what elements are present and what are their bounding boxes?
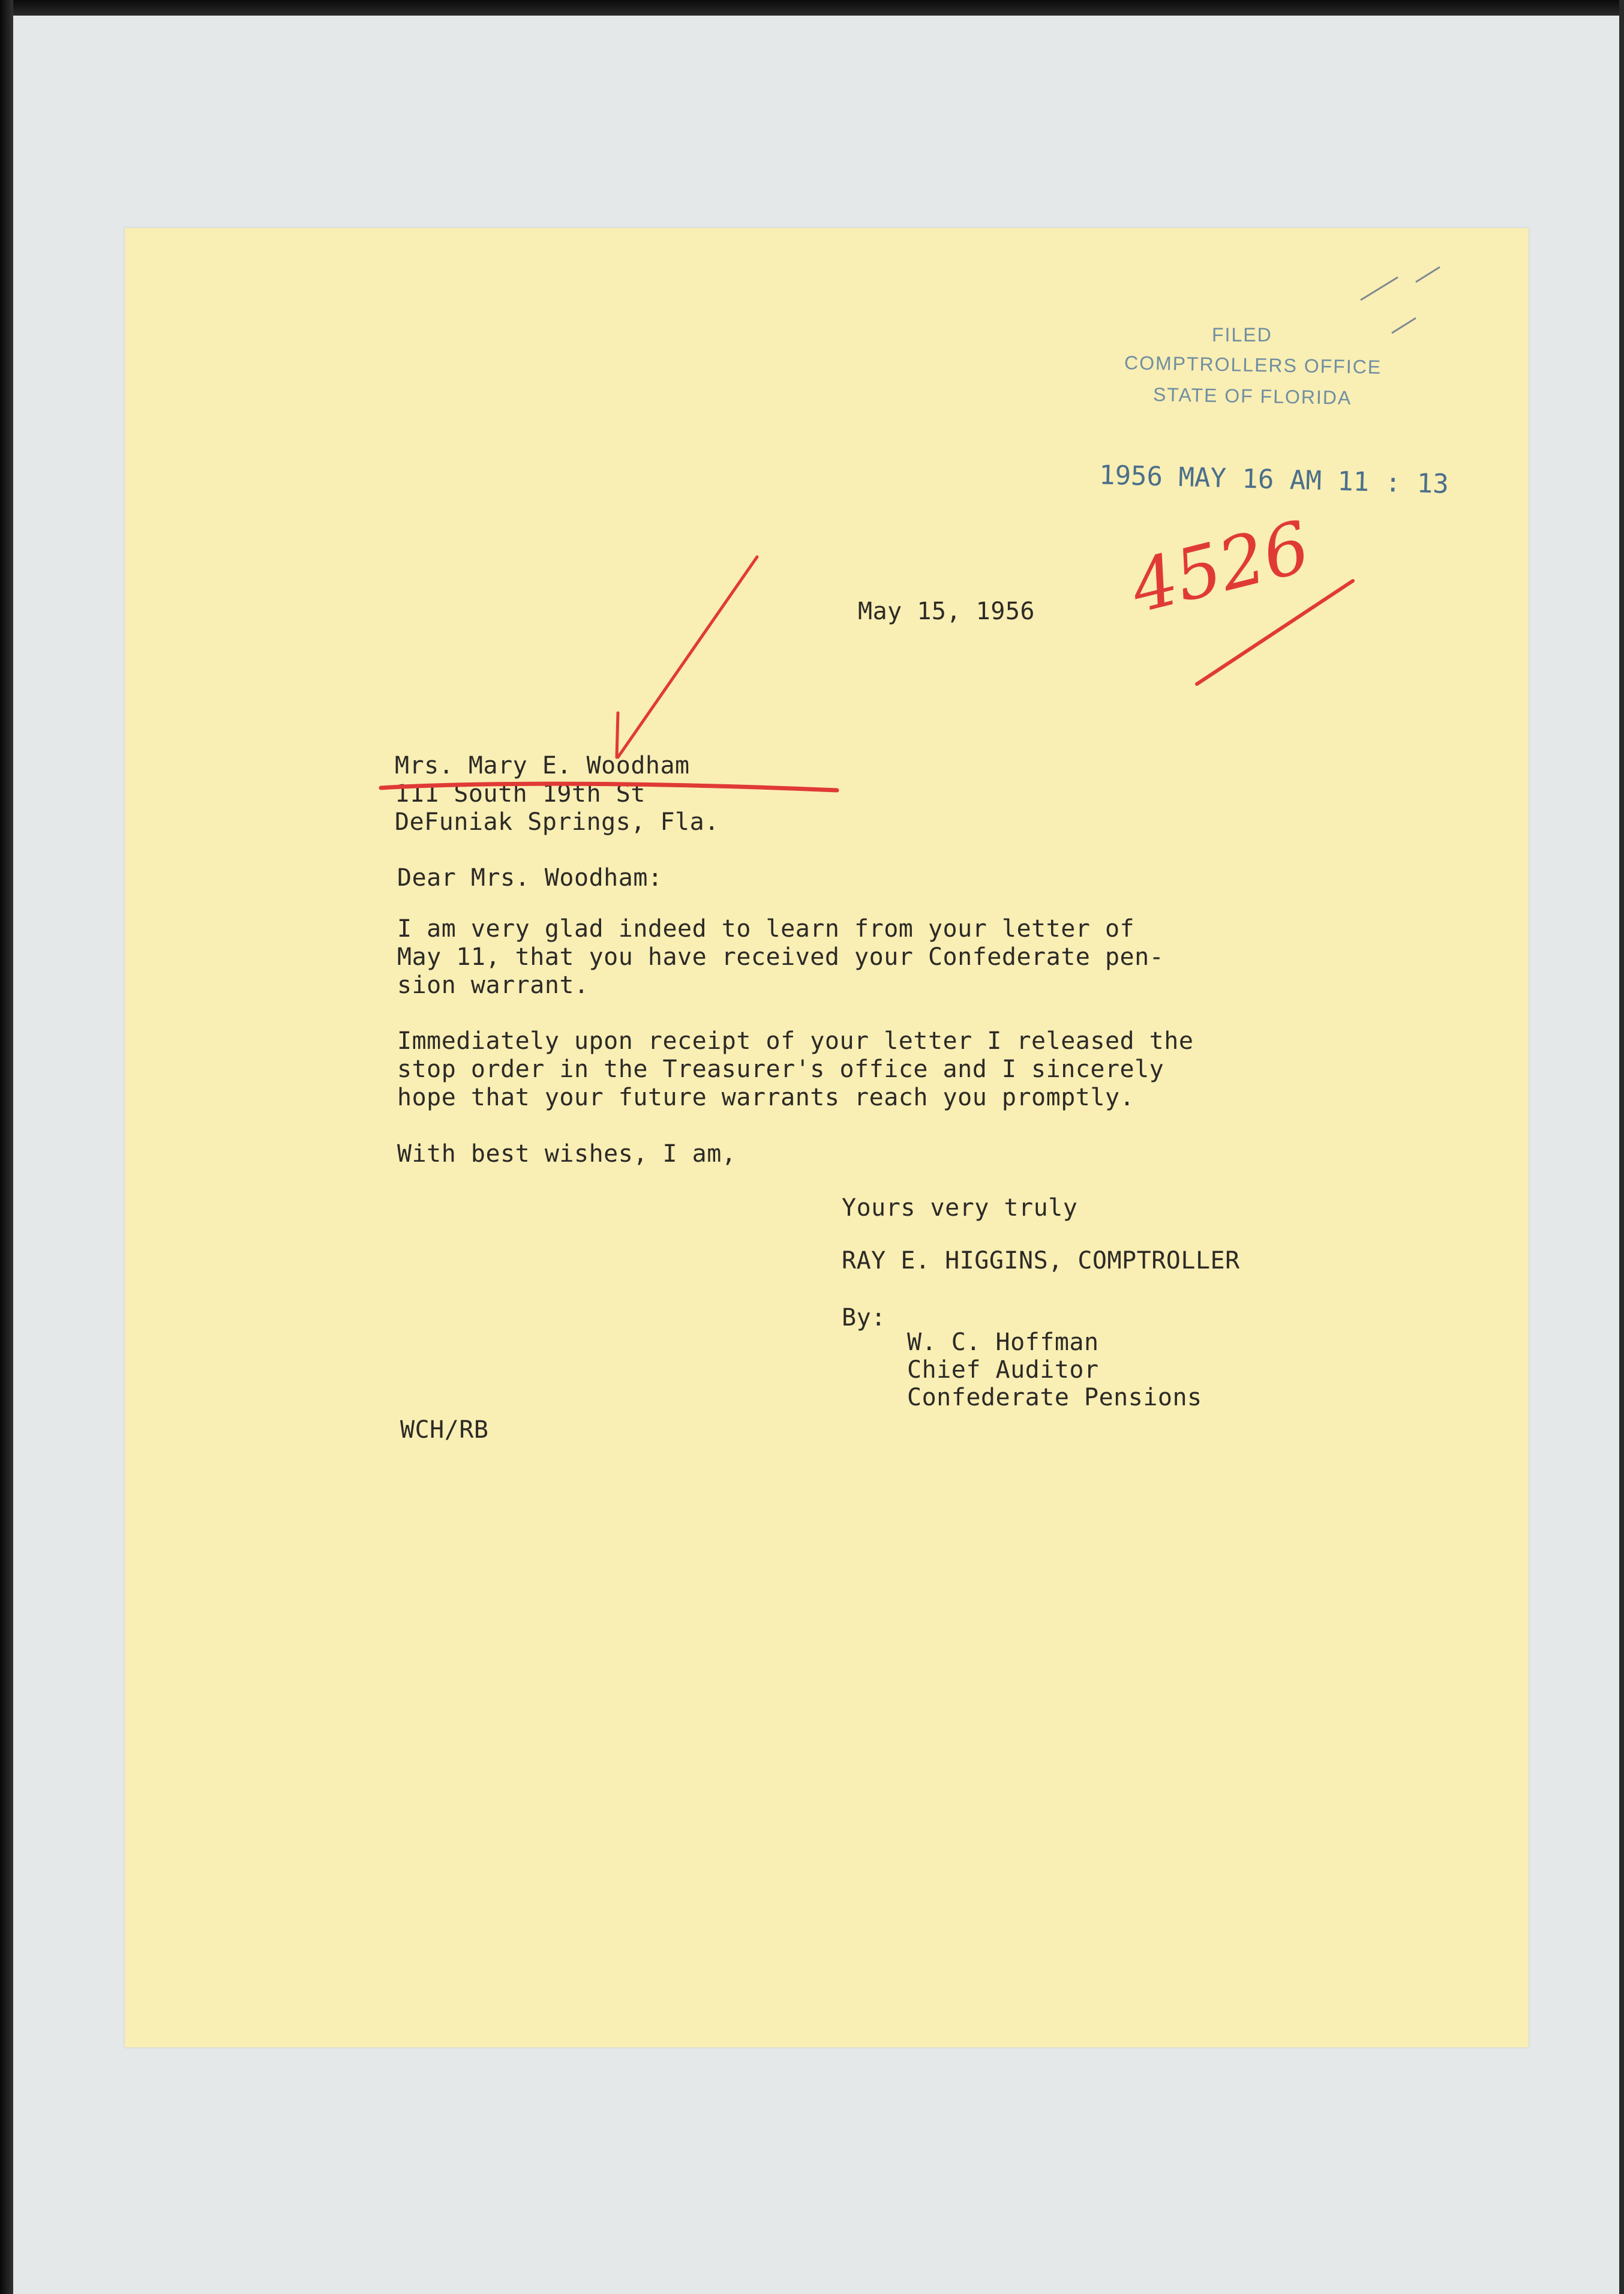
scan-right-edge xyxy=(1619,0,1624,2294)
letter-date: May 15, 1956 xyxy=(858,598,1035,625)
paragraph1-line1: I am very glad indeed to learn from your letter of xyxy=(397,915,1135,943)
filed-stamp-line1: FILED xyxy=(1212,324,1272,346)
filed-stamp-line3: STATE OF FLORIDA xyxy=(1152,383,1352,409)
recipient-city: DeFuniak Springs, Fla. xyxy=(395,808,719,836)
by-label: By: xyxy=(842,1304,886,1332)
closing: Yours very truly xyxy=(842,1194,1078,1222)
filed-stamp-line2: COMPTROLLERS OFFICE xyxy=(1124,352,1382,378)
signer-department: Confederate Pensions xyxy=(907,1384,1202,1411)
signer-name: W. C. Hoffman xyxy=(907,1329,1099,1356)
paragraph1-line2: May 11, that you have received your Confederate pen- xyxy=(397,943,1164,971)
closing-remark: With best wishes, I am, xyxy=(397,1140,737,1168)
salutation: Dear Mrs. Woodham: xyxy=(397,864,663,892)
office-signature: RAY E. HIGGINS, COMPTROLLER xyxy=(842,1247,1240,1275)
paragraph2-line1: Immediately upon receipt of your letter I released the xyxy=(397,1027,1194,1055)
recipient-name: Mrs. Mary E. Woodham xyxy=(395,752,690,779)
handwritten-file-number: 4526 xyxy=(1122,505,1318,629)
reference-initials: WCH/RB xyxy=(400,1416,489,1444)
scan-left-edge xyxy=(0,0,13,2294)
signer-title: Chief Auditor xyxy=(907,1356,1099,1384)
recipient-street: 111 South 19th St xyxy=(395,780,646,808)
scan-top-edge xyxy=(0,0,1624,16)
filed-stamp-date: 1956 MAY 16 AM 11 : 13 xyxy=(1098,460,1449,500)
letter-sheet xyxy=(125,228,1529,2047)
paragraph1-line3: sion warrant. xyxy=(397,971,589,999)
paragraph2-line3: hope that your future warrants reach you promptly. xyxy=(397,1084,1135,1111)
paragraph2-line2: stop order in the Treasurer's office and I sincerely xyxy=(397,1055,1164,1083)
